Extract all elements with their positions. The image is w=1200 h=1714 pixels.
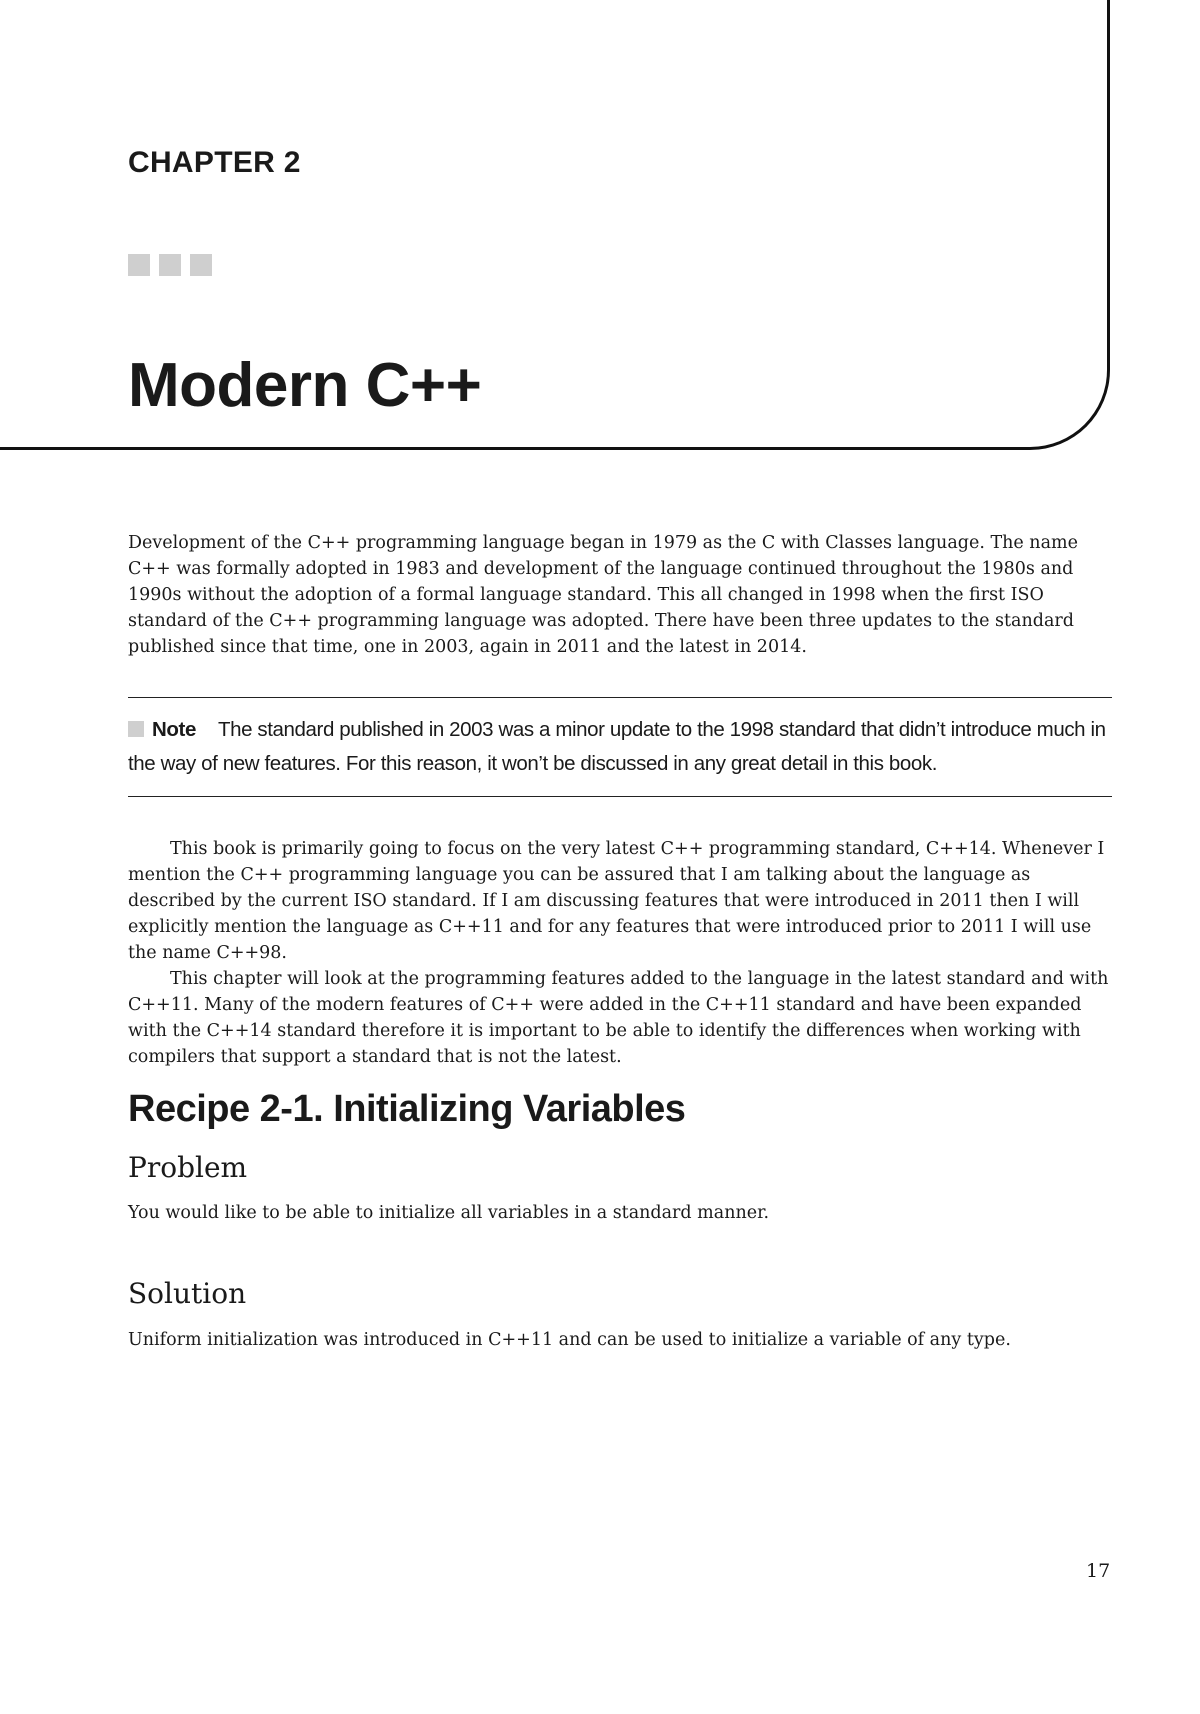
page-number: 17: [1086, 1560, 1111, 1582]
chapter-label: CHAPTER 2: [128, 146, 301, 179]
decorative-squares: [128, 254, 212, 276]
note-text: The standard published in 2003 was a minor update to the 1998 standard that didn’t introduce much in the way of new features. For this reason, it won’t be discussed in any great detail in this book.: [128, 718, 1106, 775]
body-paragraph: This chapter will look at the programming features added to the language in the latest standard and with C++11. Many of the modern features of C++ were added in the C++11 standard and have been expanded with the C++14 standard therefore it is important to be able to identify the differences when working with compilers that support a standard that is not the latest.: [128, 969, 1109, 1067]
note-box: [128, 697, 1112, 797]
body-paragraph: This book is primarily going to focus on the very latest C++ programming standard, C++14. Whenever I mention the C++ programming language you can be assured that I am talking about the language as described by the current ISO standard. If I am discussing features that were introduced in 2011 then I will explicitly mention the language as C++11 and for any features that were introduced prior to 2011 I will use the name C++98.: [128, 839, 1105, 963]
note-content: [128, 713, 1112, 781]
recipe-heading: Recipe 2-1. Initializing Variables: [128, 1088, 686, 1130]
solution-heading: Solution: [128, 1277, 247, 1310]
problem-text: You would like to be able to initialize all variables in a standard manner.: [128, 1203, 770, 1223]
body-section: [128, 836, 1112, 1070]
solution-text: Uniform initialization was introduced in C++11 and can be used to initialize a variable of any type.: [128, 1330, 1011, 1350]
square-icon: [159, 254, 181, 276]
note-label: Note: [152, 718, 196, 741]
square-icon: [128, 254, 150, 276]
intro-paragraph: Development of the C++ programming language began in 1979 as the C with Classes language. The name C++ was formally adopted in 1983 and development of the language continued throughout the 1980s and 1990s without the adoption of a formal language standard. This all changed in 1998 when the first ISO standard of the C++ programming language was adopted. There have been three updates to the standard published since that time, one in 2003, again in 2011 and the latest in 2014.: [128, 533, 1078, 657]
square-icon: [190, 254, 212, 276]
problem-heading: Problem: [128, 1151, 248, 1184]
chapter-title: Modern C++: [128, 351, 482, 420]
note-square-icon: [128, 721, 144, 737]
